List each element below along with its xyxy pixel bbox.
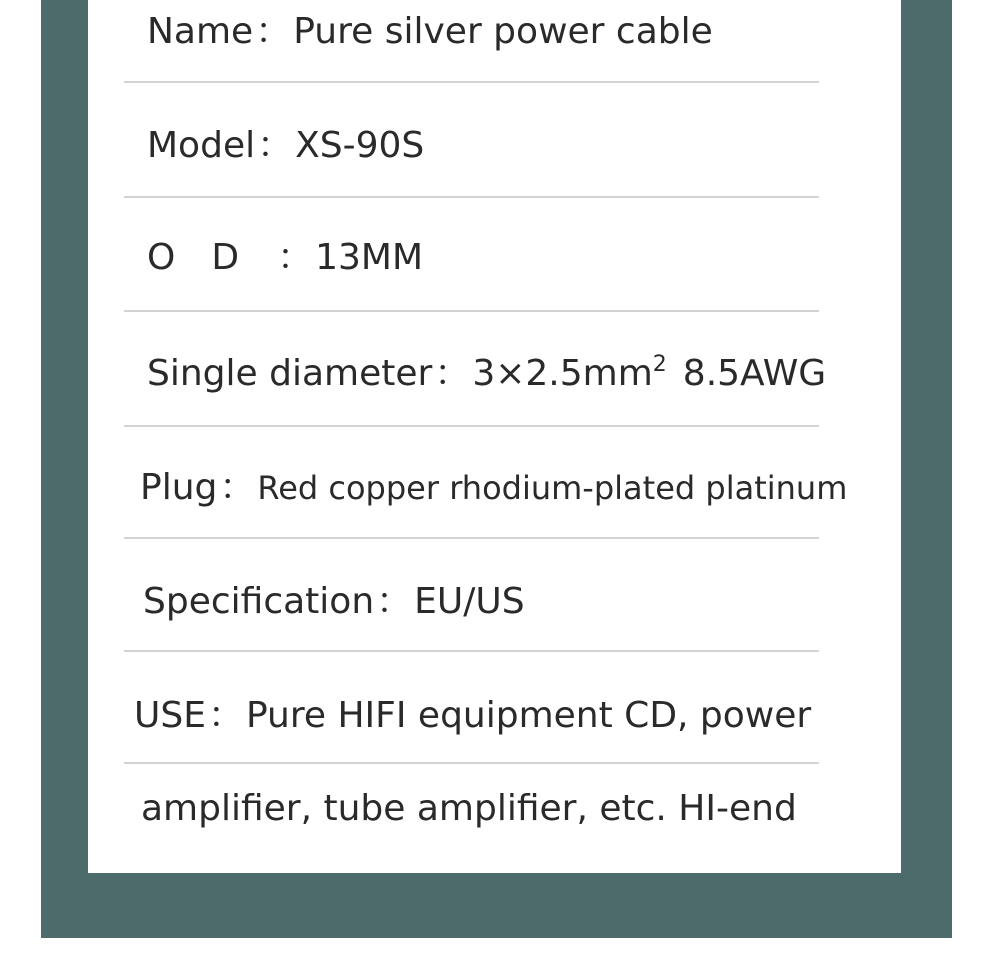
row-divider — [124, 650, 819, 652]
spec-label: Specification — [143, 581, 375, 622]
spec-extra-value: 8.5AWG — [682, 353, 827, 394]
superscript-squared: 2 — [652, 352, 667, 377]
spec-value: EU/US — [414, 581, 525, 622]
spec-separator: ： — [207, 695, 244, 736]
spec-row-name — [147, 11, 713, 52]
spec-row-use — [134, 695, 812, 736]
spec-separator: ： — [376, 581, 413, 622]
spec-use-continuation — [141, 788, 797, 829]
spec-value: XS-90S — [295, 125, 425, 166]
spec-value: 3×2.5mm — [472, 353, 653, 394]
spec-row-model — [147, 125, 425, 166]
spec-label: Single diameter — [147, 353, 433, 394]
spec-label: Model — [147, 125, 256, 166]
row-divider — [124, 425, 819, 427]
spec-value: Pure HIFI equipment CD, power — [245, 695, 812, 736]
spec-label: O D — [147, 237, 276, 278]
spec-value-continuation: amplifier, tube amplifier, etc. HI-end — [141, 788, 797, 829]
spec-separator: ： — [255, 11, 292, 52]
spec-separator: ： — [257, 125, 294, 166]
spec-label: Name — [147, 11, 254, 52]
spec-row-plug — [140, 467, 848, 508]
spec-value: Pure silver power cable — [293, 11, 713, 52]
row-divider — [124, 310, 819, 312]
row-divider — [124, 537, 819, 539]
spec-row-od — [147, 237, 424, 278]
spec-row-specification — [143, 581, 525, 622]
spec-separator: ： — [277, 237, 314, 278]
spec-separator: ： — [219, 467, 256, 508]
spec-value: Red copper rhodium-plated platinum — [257, 469, 848, 507]
spec-label: Plug — [140, 467, 218, 508]
spec-separator: ： — [434, 353, 471, 394]
row-divider — [124, 196, 819, 198]
row-divider — [124, 762, 819, 764]
spec-value: 13MM — [315, 237, 424, 278]
spec-row-single-diameter — [147, 354, 826, 392]
spec-label: USE — [134, 695, 206, 736]
row-divider — [124, 81, 819, 83]
